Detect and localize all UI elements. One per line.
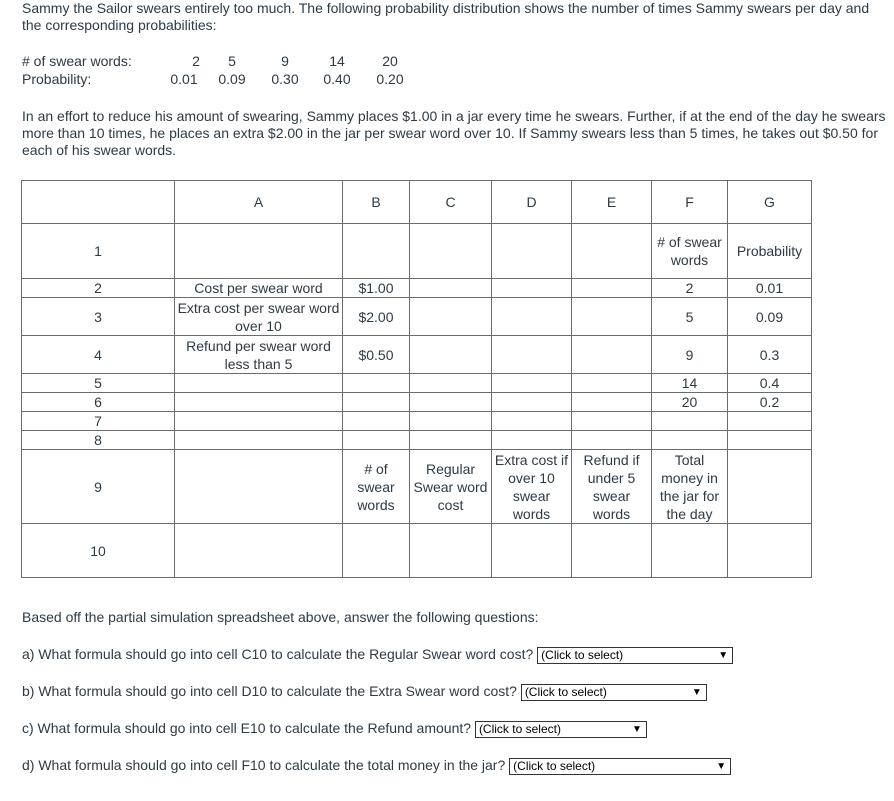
question-c-select[interactable]	[475, 721, 647, 738]
questions-intro: Based off the partial simulation spreadsheet above, answer the following questions:	[22, 609, 539, 625]
cell-f4: 9	[652, 336, 728, 374]
cell-g10	[728, 524, 812, 578]
cell-a7	[175, 412, 343, 431]
swear-count-label: # of swear words:	[22, 53, 132, 69]
cell-b7	[343, 412, 410, 431]
probability-value: 0.20	[376, 71, 404, 87]
cell-g7	[728, 412, 812, 431]
intro-paragraph: Sammy the Sailor swears entirely too much. The following probability distribution shows the number of times Sammy swears per day and the corresponding probabilities:	[22, 0, 870, 33]
cell-c2	[410, 279, 492, 298]
cell-b10	[343, 524, 410, 578]
probability-value: 0.09	[218, 71, 246, 87]
cell-a4: Refund per swear word less than 5	[175, 336, 343, 374]
question-b-select[interactable]	[521, 684, 707, 701]
cell-a1	[175, 224, 343, 279]
header-row	[22, 181, 812, 224]
row-number: 2	[22, 279, 175, 298]
cell-g8	[728, 431, 812, 450]
table-row	[22, 224, 812, 279]
select-placeholder: (Click to select)	[541, 647, 624, 662]
cell-d1	[492, 224, 572, 279]
cell-a8	[175, 431, 343, 450]
cell-e7	[572, 412, 652, 431]
table-row	[22, 524, 812, 578]
row-number: 1	[22, 224, 175, 279]
question-d-text: d) What formula should go into cell F10 to calculate the total money in the jar?	[22, 757, 506, 773]
cell-e8	[572, 431, 652, 450]
cell-f7	[652, 412, 728, 431]
cell-f8	[652, 431, 728, 450]
cell-e9: Refund if under 5 swear words	[572, 450, 652, 524]
cell-b1	[343, 224, 410, 279]
cell-e5	[572, 374, 652, 393]
swear-value: 5	[228, 53, 236, 69]
chevron-down-icon: ▼	[691, 686, 702, 698]
swear-value: 14	[329, 53, 345, 69]
cell-d8	[492, 431, 572, 450]
table-row	[22, 298, 812, 336]
row-number: 4	[22, 336, 175, 374]
cell-a3: Extra cost per swear word over 10	[175, 298, 343, 336]
column-header-d: D	[492, 181, 572, 224]
cell-d7	[492, 412, 572, 431]
cell-g1: Probability	[728, 224, 812, 279]
cell-b4: $0.50	[343, 336, 410, 374]
select-placeholder: (Click to select)	[513, 758, 596, 773]
select-placeholder: (Click to select)	[524, 684, 607, 699]
question-c-text: c) What formula should go into cell E10 to calculate the Refund amount?	[22, 720, 472, 736]
cell-c7	[410, 412, 492, 431]
question-b-text: b) What formula should go into cell D10 to calculate the Extra Swear word cost?	[22, 683, 517, 699]
question-c	[22, 719, 647, 738]
cell-c10	[410, 524, 492, 578]
cell-e2	[572, 279, 652, 298]
probability-value: 0.40	[323, 71, 351, 87]
cell-f1: # of swear words	[652, 224, 728, 279]
row-number: 9	[22, 450, 175, 524]
column-header-c: C	[410, 181, 492, 224]
cell-g3: 0.09	[728, 298, 812, 336]
cell-f5: 14	[652, 374, 728, 393]
cell-c8	[410, 431, 492, 450]
cell-g6: 0.2	[728, 393, 812, 412]
cell-e3	[572, 298, 652, 336]
row-number: 5	[22, 374, 175, 393]
cell-a5	[175, 374, 343, 393]
cell-c9: Regular Swear word cost	[410, 450, 492, 524]
cell-d6	[492, 393, 572, 412]
cell-g9	[728, 450, 812, 524]
cell-b2: $1.00	[343, 279, 410, 298]
cell-f10	[652, 524, 728, 578]
cell-b6	[343, 393, 410, 412]
cell-a6	[175, 393, 343, 412]
cell-f6: 20	[652, 393, 728, 412]
cell-d10	[492, 524, 572, 578]
row-number: 8	[22, 431, 175, 450]
probability-label: Probability:	[22, 71, 92, 87]
cell-c4	[410, 336, 492, 374]
swear-value: 20	[382, 53, 398, 69]
rules-paragraph: In an effort to reduce his amount of swearing, Sammy places $1.00 in a jar every time he swears. Further, if at the end of the day he swears more than 10 times, he places an extra $2.00 in the jar per swear word over 10. If Sammy swears less than 5 times, he takes out $0.50 for each of his swear words.	[22, 108, 886, 158]
table-row	[22, 412, 812, 431]
cell-b3: $2.00	[343, 298, 410, 336]
column-header-g: G	[728, 181, 812, 224]
question-d-select[interactable]	[509, 758, 731, 775]
cell-b8	[343, 431, 410, 450]
question-a	[22, 645, 733, 664]
chevron-down-icon: ▼	[718, 649, 729, 661]
cell-b5	[343, 374, 410, 393]
cell-c1	[410, 224, 492, 279]
column-header-b: B	[343, 181, 410, 224]
row-number: 3	[22, 298, 175, 336]
cell-b9: # of swear words	[343, 450, 410, 524]
swear-value: 2	[192, 53, 200, 69]
swear-value: 9	[281, 53, 289, 69]
question-d	[22, 756, 731, 775]
probability-value: 0.30	[271, 71, 299, 87]
cell-f9: Total money in the jar for the day	[652, 450, 728, 524]
cell-d3	[492, 298, 572, 336]
cell-c6	[410, 393, 492, 412]
column-header-a: A	[175, 181, 343, 224]
spreadsheet	[21, 180, 812, 578]
cell-a9	[175, 450, 343, 524]
cell-d5	[492, 374, 572, 393]
select-placeholder: (Click to select)	[478, 721, 561, 736]
cell-c5	[410, 374, 492, 393]
chevron-down-icon: ▼	[632, 723, 642, 735]
cell-c3	[410, 298, 492, 336]
cell-a2: Cost per swear word	[175, 279, 343, 298]
column-header-f: F	[652, 181, 728, 224]
cell-g4: 0.3	[728, 336, 812, 374]
cell-g5: 0.4	[728, 374, 812, 393]
probability-value: 0.01	[170, 71, 198, 87]
row-number: 7	[22, 412, 175, 431]
cell-g2: 0.01	[728, 279, 812, 298]
table-row	[22, 336, 812, 374]
table-row	[22, 393, 812, 412]
chevron-down-icon: ▼	[716, 760, 727, 772]
cell-f2: 2	[652, 279, 728, 298]
cell-a10	[175, 524, 343, 578]
cell-d9: Extra cost if over 10 swear words	[492, 450, 572, 524]
corner-cell	[22, 181, 175, 224]
table-row	[22, 374, 812, 393]
cell-e4	[572, 336, 652, 374]
cell-e6	[572, 393, 652, 412]
cell-d4	[492, 336, 572, 374]
question-a-select[interactable]	[537, 647, 733, 664]
row-number: 6	[22, 393, 175, 412]
table-row	[22, 431, 812, 450]
question-b	[22, 682, 707, 701]
row-number: 10	[22, 524, 175, 578]
table-row	[22, 450, 812, 524]
table-row	[22, 279, 812, 298]
column-header-e: E	[572, 181, 652, 224]
question-a-text: a) What formula should go into cell C10 to calculate the Regular Swear word cost?	[22, 646, 534, 662]
cell-e1	[572, 224, 652, 279]
cell-d2	[492, 279, 572, 298]
cell-f3: 5	[652, 298, 728, 336]
cell-e10	[572, 524, 652, 578]
